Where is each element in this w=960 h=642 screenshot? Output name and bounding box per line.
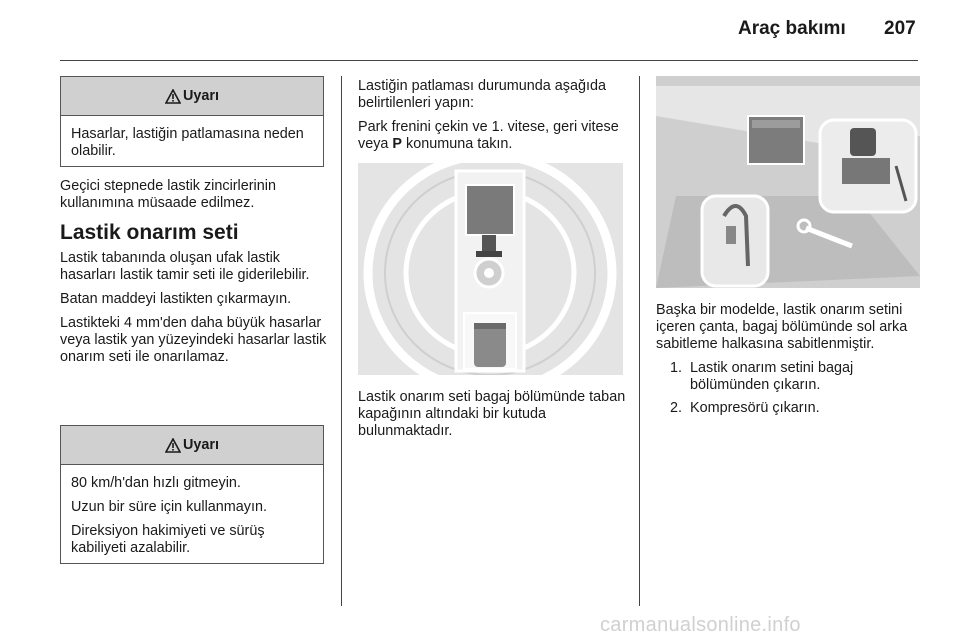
paragraph: Geçici stepnede lastik zincirlerinin kullanımına müsaade edilmez. — [60, 178, 276, 211]
page-number: 207 — [884, 18, 916, 39]
warning-text: Hasarlar, lastiğin patlamasına neden olabilir. — [71, 126, 304, 159]
warning-header — [61, 77, 323, 116]
watermark: carmanualsonline.info — [600, 614, 801, 636]
column-divider — [639, 76, 640, 606]
column-divider — [341, 76, 342, 606]
paragraph: Lastiğin patlaması durumunda aşağıda belirtilenleri yapın: — [358, 78, 606, 111]
paragraph: Lastikteki 4 mm'den daha büyük hasarlar veya lastik yan yüzeyindeki hasarlar lastik onarım seti ile onarılamaz. — [60, 315, 327, 365]
paragraph: Batan maddeyi lastikten çıkarmayın. — [60, 291, 292, 307]
list-item: 1. Lastik onarım setini bagaj bölümünden çıkarın. — [686, 360, 928, 394]
warning-box-2 — [60, 425, 324, 564]
section-title: Lastik onarım seti — [60, 221, 239, 244]
paragraph: Başka bir modelde, lastik onarım setini içeren çanta, bagaj bölümünde sol arka sabitleme halkasına sabitlenmiştir. — [656, 302, 908, 352]
caption-text: Lastik onarım seti bagaj bölümünde taban kapağının altındaki bir kutuda bulunmaktadır. — [358, 389, 626, 439]
warning-line: Direksiyon hakimiyeti ve sürüş kabiliyeti azalabilir. — [71, 523, 265, 556]
warning-box-1 — [60, 76, 324, 167]
warning-line: 80 km/h'dan hızlı gitmeyin. — [71, 475, 241, 491]
warning-header — [61, 426, 323, 465]
warning-line: Uzun bir süre için kullanmayın. — [71, 499, 267, 515]
trunk-kit-illustration — [656, 76, 920, 288]
warning-label: Uyarı — [183, 88, 219, 104]
figure-caption — [358, 389, 626, 447]
list-item: 2. Kompresörü çıkarın. — [686, 400, 928, 417]
header-title: Araç bakımı — [738, 18, 846, 39]
left-column-text — [60, 178, 330, 373]
gear-p-label: P — [392, 136, 403, 152]
paragraph: Lastik tabanında oluşan ufak lastik hasarları lastik tamir seti ile giderilebilir. — [60, 250, 310, 283]
step-list — [656, 360, 928, 417]
paragraph: Park frenini çekin ve 1. vitese, geri vitese veya P konumuna takın. — [358, 119, 619, 152]
warning-triangle-icon — [165, 89, 181, 104]
header-rule — [60, 60, 918, 61]
warning-label: Uyarı — [183, 437, 219, 453]
warning-triangle-icon — [165, 438, 181, 453]
middle-column-text — [358, 78, 626, 160]
right-column-text — [656, 302, 928, 417]
spare-wheel-well-illustration — [358, 163, 623, 375]
